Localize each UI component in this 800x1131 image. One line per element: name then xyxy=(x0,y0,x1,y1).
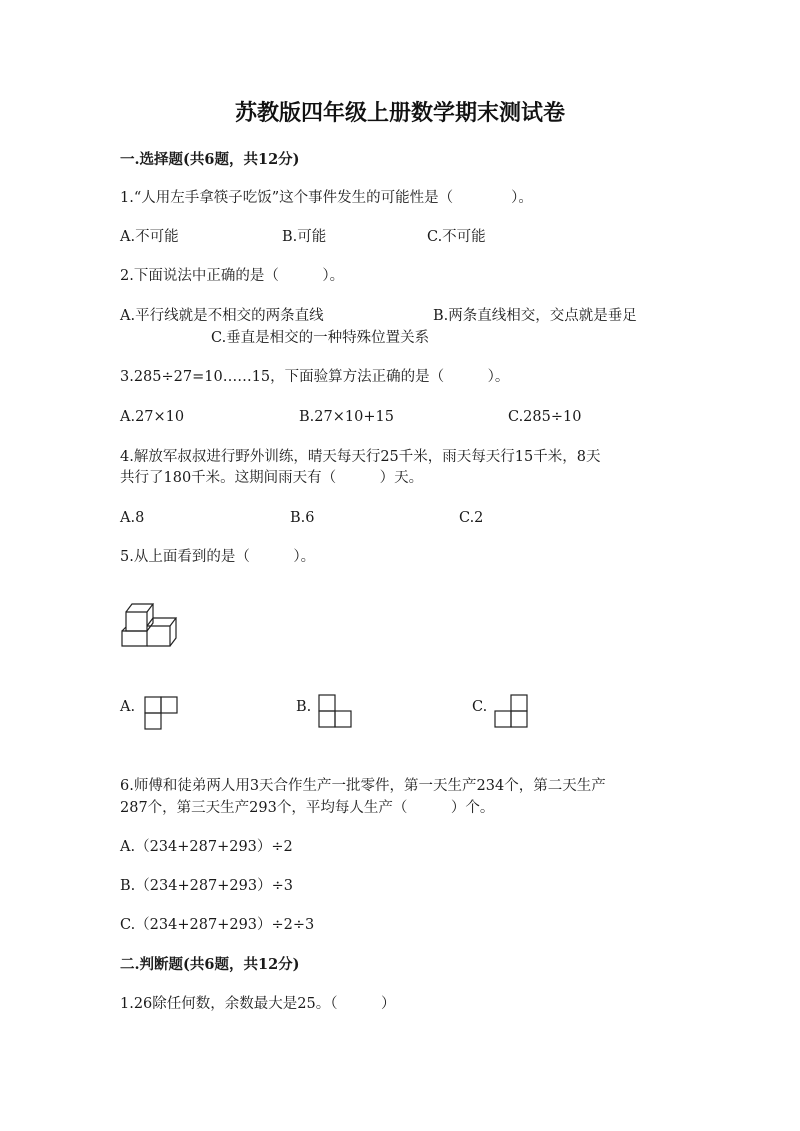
top-view-shape-a xyxy=(144,696,178,730)
question-1-stem: 1.“人用左手拿筷子吃饭”这个事件发生的可能性是（ ）。 xyxy=(120,190,533,206)
question-5-option-c: C. xyxy=(472,699,488,715)
section-heading-judgment: 二.判断题(共6题，共12分) xyxy=(120,956,300,973)
question-2-option-b: B.两条直线相交，交点就是垂足 xyxy=(433,308,637,324)
question-5-stem: 5.从上面看到的是（ ）。 xyxy=(120,549,316,565)
question-1-option-c: C.不可能 xyxy=(427,229,486,245)
question-3-stem: 3.285÷27=10……15，下面验算方法正确的是（ ）。 xyxy=(120,369,510,385)
question-1-option-b: B.可能 xyxy=(282,229,327,245)
question-3-option-b: B.27×10+15 xyxy=(299,409,394,425)
question-6-option-a: A.（234+287+293）÷2 xyxy=(120,839,293,855)
question-4-option-a: A.8 xyxy=(120,510,145,526)
question-5-option-b: B. xyxy=(296,699,312,715)
question-4-stem-line-2: 共行了180千米。这期间雨天有（ ）天。 xyxy=(120,470,424,486)
question-1-option-a: A.不可能 xyxy=(120,229,179,245)
question-5-option-a: A. xyxy=(120,699,136,715)
page-title: 苏教版四年级上册数学期末测试卷 xyxy=(234,100,565,126)
top-view-shape-b xyxy=(318,694,352,728)
top-view-shape-c xyxy=(494,694,528,728)
question-2-stem: 2.下面说法中正确的是（ ）。 xyxy=(120,268,345,284)
question-4-option-c: C.2 xyxy=(459,510,484,526)
question-2-option-c: C.垂直是相交的一种特殊位置关系 xyxy=(211,330,430,346)
question-6-stem-line-2: 287个，第三天生产293个，平均每人生产（ ）个。 xyxy=(120,800,495,816)
question-6-option-c: C.（234+287+293）÷2÷3 xyxy=(120,917,315,933)
question-6-stem-line-1: 6.师傅和徒弟两人用3天合作生产一批零件，第一天生产234个，第二天生产 xyxy=(120,778,606,794)
cube-stack-figure xyxy=(118,600,182,650)
question-3-option-c: C.285÷10 xyxy=(508,409,582,425)
question-6-option-b: B.（234+287+293）÷3 xyxy=(120,878,293,894)
judgment-question-1-stem: 1.26除任何数，余数最大是25。（ ） xyxy=(120,996,396,1012)
section-heading-choice: 一.选择题(共6题，共12分) xyxy=(120,151,300,168)
question-4-option-b: B.6 xyxy=(290,510,315,526)
question-4-stem-line-1: 4.解放军叔叔进行野外训练，晴天每天行25千米，雨天每天行15千米，8天 xyxy=(120,449,601,465)
question-3-option-a: A.27×10 xyxy=(120,409,185,425)
question-2-option-a: A.平行线就是不相交的两条直线 xyxy=(120,308,324,324)
